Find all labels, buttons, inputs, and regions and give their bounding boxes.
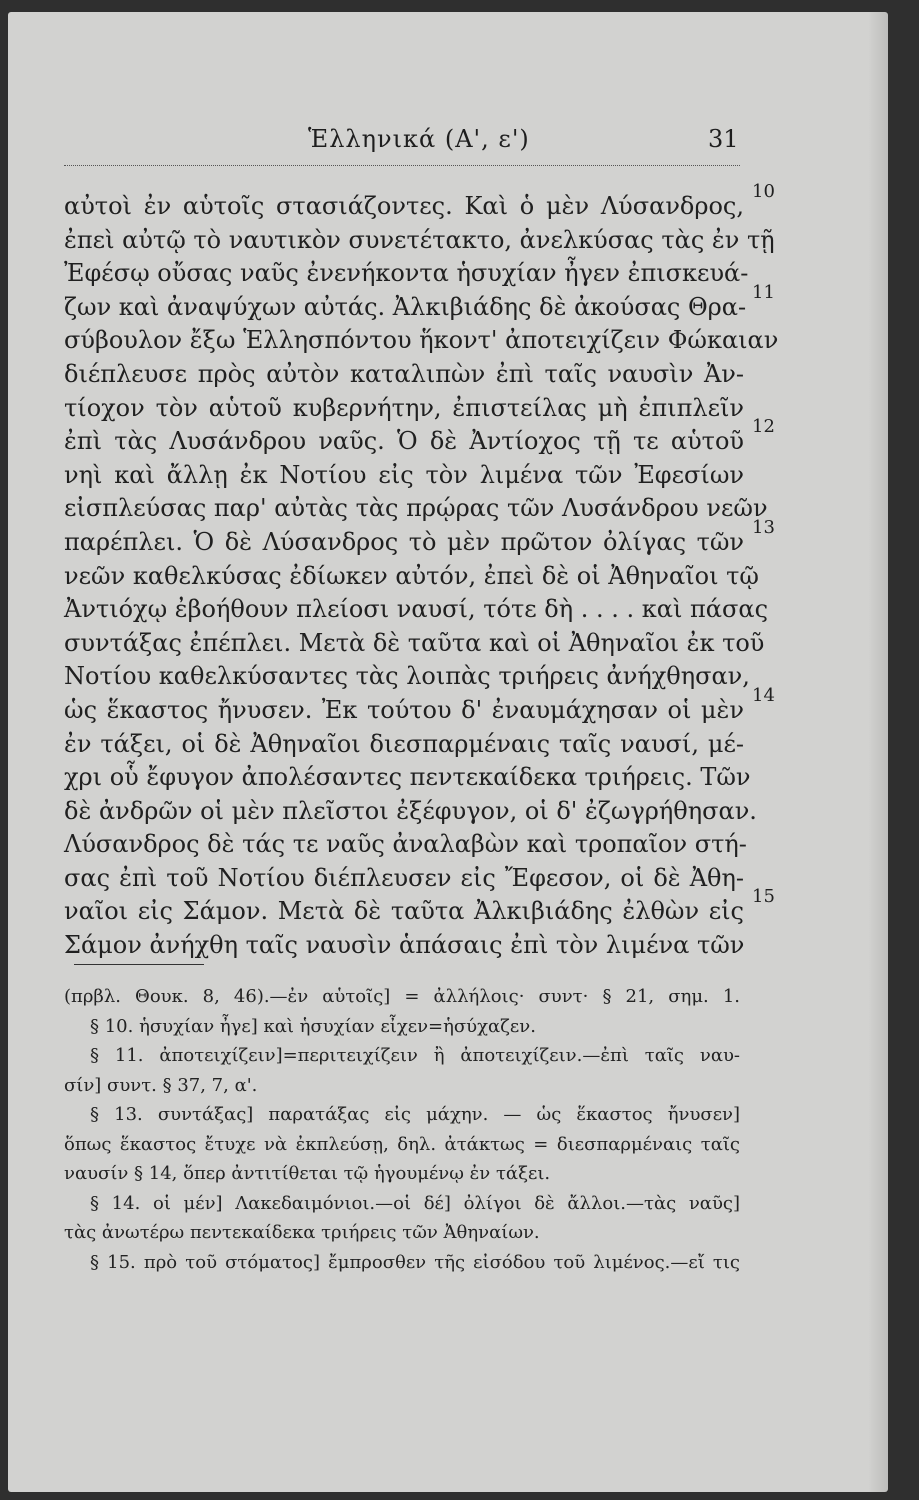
text-line: Νοτίου καθελκύσαντες τὰς λοιπὰς τριήρεις ἀνήχθησαν, [64, 662, 750, 691]
text-line: τίοχον τὸν αὑτοῦ κυβερνήτην, ἐπιστείλας μὴ ἐπιπλεῖν [64, 393, 744, 422]
text-line: ἐν τάξει, οἱ δὲ Ἀθηναῖοι διεσπαρμέναις ταῖς ναυσί, μέ- [64, 729, 744, 758]
text-line: νεῶν καθελκύσας ἐδίωκεν αὐτόν, ἐπεὶ δὲ οἱ Ἀθηναῖοι τῷ [64, 561, 759, 590]
book-page [8, 12, 888, 1492]
text-line: διέπλευσε πρὸς αὐτὸν καταλιπὼν ἐπὶ ταῖς ναυσὶν Ἀν- [64, 359, 744, 388]
footnote-rule [74, 964, 204, 965]
footnote-line: ὅπως ἕκαστος ἔτυχε νὰ ἐκπλεύσῃ, δηλ. ἀτάκτως = διεσπαρμέναις ταῖς [64, 1133, 740, 1155]
main-text [64, 181, 779, 963]
text-line: εἰσπλεύσας παρ' αὐτὰς τὰς πρῴρας τῶν Λυσάνδρου νεῶν [64, 494, 768, 523]
footnote-line: ναυσίν § 14, ὅπερ ἀντιτίθεται τῷ ἡγουμένῳ ἐν τάξει. [64, 1163, 551, 1184]
footnote-line: σίν] συντ. § 37, 7, α'. [64, 1074, 258, 1096]
footnotes [64, 982, 740, 1277]
text-line: παρέπλει. Ὁ δὲ Λύσανδρος τὸ μὲν πρῶτον ὀλίγας τῶν 13 [64, 516, 775, 556]
footnote-line: § 11. ἀποτειχίζειν]=περιτειχίζειν ἢ ἀποτειχίζειν.—ἐπὶ ταῖς ναυ- [90, 1045, 740, 1066]
text-line: δὲ ἀνδρῶν οἱ μὲν πλεῖστοι ἐξέφυγον, οἱ δ' ἐζωγρήθησαν. [64, 796, 757, 825]
footnote-line: (πρβλ. Θουκ. 8, 46).—ἐν αὑτοῖς] = ἀλλήλοις· συντ· § 21, σημ. 1. [64, 986, 740, 1007]
text-line: νηὶ καὶ ἄλλῃ ἐκ Νοτίου εἰς τὸν λιμένα τῶν Ἐφεσίων [64, 460, 744, 489]
margin-section-number: 12 [752, 416, 775, 438]
text-line: Λύσανδρος δὲ τάς τε ναῦς ἀναλαβὼν καὶ τροπαῖον στή- [64, 830, 747, 859]
text-line: συντάξας ἐπέπλει. Μετὰ δὲ ταῦτα καὶ οἱ Ἀθηναῖοι ἐκ τοῦ [64, 628, 765, 657]
text-line: ἐπὶ τὰς Λυσάνδρου ναῦς. Ὁ δὲ Ἀντίοχος τῇ τε αὑτοῦ 12 [64, 416, 775, 456]
margin-section-number: 11 [752, 281, 775, 303]
text-line: σύβουλον ἔξω Ἑλλησπόντου ἥκοντ' ἀποτειχίζειν Φώκαιαν [64, 326, 779, 355]
page-edge-shadow [868, 12, 888, 1492]
footnote-line: § 13. συντάξας] παρατάξας εἰς μάχην. — ὡς ἕκαστος ἤνυσεν] [90, 1104, 740, 1125]
footnote-line: § 15. πρὸ τοῦ στόματος] ἔμπροσθεν τῆς εἰσόδου τοῦ λιμένος.—εἴ τις [90, 1251, 740, 1273]
margin-section-number: 15 [752, 886, 775, 908]
text-line: χρι οὗ ἔφυγον ἀπολέσαντες πεντεκαίδεκα τριήρεις. Τῶν [64, 763, 751, 792]
page-number: 31 [708, 125, 739, 153]
footnote-line: § 10. ἡσυχίαν ἦγε] καὶ ἡσυχίαν εἶχεν=ἡσύχαζεν. [90, 1015, 536, 1037]
margin-section-number: 13 [752, 516, 775, 538]
text-line: ναῖοι εἰς Σάμον. Μετὰ δὲ ταῦτα Ἀλκιβιάδης ἐλθὼν εἰς 15 [64, 886, 775, 926]
text-line: Ἐφέσῳ οὔσας ναῦς ἐνενήκοντα ἡσυχίαν ἦγεν ἐπισκευά- [64, 259, 749, 288]
footnote-line: τὰς ἀνωτέρω πεντεκαίδεκα τριήρεις τῶν Ἀθηναίων. [64, 1222, 540, 1243]
text-line: αὐτοὶ ἐν αὑτοῖς στασιάζοντες. Καὶ ὁ μὲν Λύσανδρος, 10 [64, 181, 775, 220]
text-line: σας ἐπὶ τοῦ Νοτίου διέπλευσεν εἰς Ἔφεσον, οἱ δὲ Ἀθη- [64, 863, 744, 892]
running-head-title: Ἑλληνικά (Α', ε') [308, 125, 530, 153]
text-line: ζων καὶ ἀναψύχων αὐτάς. Ἀλκιβιάδης δὲ ἀκούσας Θρα- 11 [64, 281, 775, 321]
text-line: ἐπεὶ αὐτῷ τὸ ναυτικὸν συνετέτακτο, ἀνελκύσας τὰς ἐν τῇ [64, 225, 775, 254]
margin-section-number: 10 [752, 181, 775, 202]
text-line: Σάμον ἀνήχθη ταῖς ναυσὶν ἁπάσαις ἐπὶ τὸν λιμένα τῶν [64, 931, 745, 960]
margin-section-number: 14 [752, 684, 775, 706]
text-line: Ἀντιόχῳ ἐβοήθουν πλείοσι ναυσί, τότε δὴ . . . . καὶ πάσας [64, 595, 769, 624]
running-head [8, 125, 888, 161]
text-line: ὡς ἕκαστος ἤνυσεν. Ἐκ τούτου δ' ἐναυμάχησαν οἱ μὲν 14 [64, 684, 775, 724]
footnote-line: § 14. οἱ μέν] Λακεδαιμόνιοι.—οἱ δέ] ὀλίγοι δὲ ἄλλοι.—τὰς ναῦς] [90, 1192, 740, 1214]
header-rule [64, 165, 740, 166]
